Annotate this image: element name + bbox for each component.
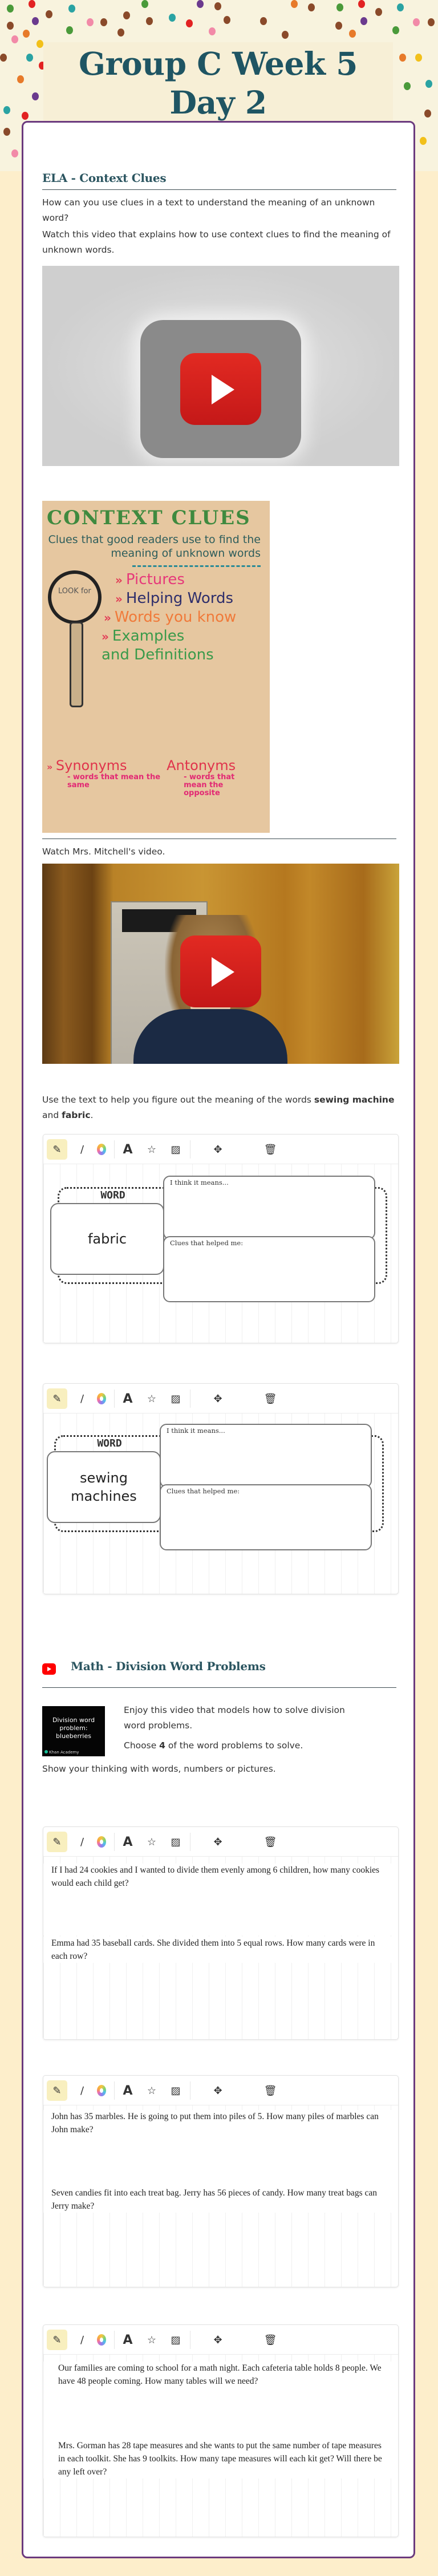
drawing-toolbar: [43, 2325, 398, 2355]
drawing-toolbar: [43, 2076, 398, 2105]
word-label: WORD: [100, 1189, 125, 1201]
word-problem: If I had 24 cookies and I wanted to divide them evenly among 6 children, how many cookies would each child get?: [43, 1864, 398, 1890]
blank-space: [43, 1890, 398, 1935]
move-icon[interactable]: ✥: [213, 1836, 222, 1848]
color-picker-icon[interactable]: [91, 2080, 112, 2101]
mrs-mitchell-video[interactable]: [42, 864, 399, 1064]
trash-icon[interactable]: 🗑: [263, 1392, 277, 1405]
thumbnail-title: Division word problem: blueberries: [52, 1716, 95, 1740]
image-icon[interactable]: ▨: [171, 1143, 181, 1156]
choose-problems-text: Choose 4 of the word problems to solve.: [124, 1740, 303, 1751]
word-problem: Mrs. Gorman has 28 tape measures and she wants to put the same number of tape measures in each toolkit. She has 9 toolkits. How many tape measures will each kit get? Will there be any left over?: [43, 2439, 398, 2478]
video-placeholder-icon: [140, 320, 301, 458]
anchor-chart-item: » Helping Words: [115, 590, 234, 607]
play-icon: [212, 957, 234, 987]
toolbar-separator: [114, 1833, 115, 1851]
brush-icon[interactable]: ∕: [80, 1836, 84, 1848]
pencil-icon[interactable]: ✎: [47, 2330, 67, 2350]
color-picker-icon[interactable]: [91, 1832, 112, 1852]
magnifier-text: LOOK for: [58, 587, 91, 596]
star-icon[interactable]: ☆: [147, 1143, 157, 1156]
math-canvas-2[interactable]: [43, 2075, 399, 2287]
drawing-toolbar: [43, 1135, 398, 1164]
word-problem: John has 35 marbles. He is going to put them into piles of 5. How many piles of marbles can John make?: [43, 2110, 398, 2136]
pencil-icon[interactable]: ✎: [47, 1388, 67, 1409]
image-icon[interactable]: ▨: [171, 2334, 181, 2346]
math-canvas-3[interactable]: [43, 2324, 399, 2537]
word-label: WORD: [97, 1437, 122, 1449]
anchor-chart-subtitle: Clues that good readers use to find the meaning of unknown words: [48, 533, 261, 560]
math-section-heading: Math - Division Word Problems: [71, 1659, 266, 1673]
show-thinking-text: Show your thinking with words, numbers or pictures.: [42, 1764, 276, 1774]
color-picker-icon[interactable]: [91, 1388, 112, 1409]
star-icon[interactable]: ☆: [147, 2084, 157, 2097]
anchor-chart-item: » Words you know: [104, 609, 237, 626]
image-icon[interactable]: ▨: [171, 1836, 181, 1848]
youtube-play-button[interactable]: [180, 935, 261, 1007]
khan-academy-logo: Khan Academy: [44, 1750, 79, 1755]
brush-icon[interactable]: ∕: [80, 2334, 84, 2346]
star-icon[interactable]: ☆: [147, 1836, 157, 1848]
main-content-card: [22, 121, 415, 2558]
word-problem: Emma had 35 baseball cards. She divided them into 5 equal rows. How many cards were in each row?: [43, 1937, 398, 1963]
drawing-toolbar: [43, 1827, 398, 1857]
word-worksheet: [47, 1424, 387, 1560]
context-clues-video[interactable]: [42, 266, 399, 466]
math-canvas-1[interactable]: [43, 1826, 399, 2040]
clues-box: Clues that helped me:: [160, 1484, 372, 1550]
toolbar-separator: [114, 2081, 115, 2100]
text-icon[interactable]: A: [123, 1142, 133, 1157]
ela-video-intro: Watch this video that explains how to use context clues to find the meaning of unknown words.: [42, 229, 391, 255]
text-icon[interactable]: A: [123, 1834, 133, 1849]
canvas-area[interactable]: [43, 1413, 398, 1594]
mitchell-video-text: Watch Mrs. Mitchell's video.: [42, 846, 165, 857]
move-icon[interactable]: ✥: [213, 2334, 222, 2346]
canvas-area[interactable]: [43, 2355, 398, 2537]
color-picker-icon[interactable]: [91, 2330, 112, 2350]
anchor-chart-item: » Pictures: [115, 571, 185, 588]
divider: [42, 1687, 396, 1688]
pencil-icon[interactable]: ✎: [47, 2080, 67, 2101]
star-icon[interactable]: ☆: [147, 2334, 157, 2346]
trash-icon[interactable]: 🗑: [263, 1836, 277, 1848]
toolbar-separator: [114, 1390, 115, 1408]
canvas-area[interactable]: [43, 2105, 398, 2287]
image-icon[interactable]: ▨: [171, 1392, 181, 1405]
math-video-text: Enjoy this video that models how to solve division word problems.: [124, 1705, 345, 1731]
move-icon[interactable]: ✥: [213, 1392, 222, 1405]
trash-icon[interactable]: 🗑: [263, 2334, 277, 2346]
text-icon[interactable]: A: [123, 1391, 133, 1406]
brush-icon[interactable]: ∕: [80, 2084, 84, 2097]
trash-icon[interactable]: 🗑: [263, 1143, 277, 1156]
drawing-canvas-sewing-machines[interactable]: [43, 1383, 399, 1594]
toolbar-separator: [114, 2331, 115, 2349]
word-box: fabric: [50, 1203, 164, 1275]
page-title: Group C Week 5 Day 2: [79, 45, 358, 121]
text-icon[interactable]: A: [123, 2332, 133, 2347]
video-person-body: [133, 1009, 287, 1064]
ela-section-heading: ELA - Context Clues: [42, 171, 167, 185]
synonyms-antonyms: » Synonyms - words that mean the same Antonyms - words that mean the opposite: [47, 758, 236, 797]
youtube-icon: [42, 1663, 56, 1675]
youtube-play-button[interactable]: [180, 353, 261, 425]
word-problem: Our families are coming to school for a math night. Each cafeteria table holds 8 people. We have 48 people coming. How many tables will we need?: [43, 2362, 398, 2388]
drawing-canvas-fabric[interactable]: [43, 1134, 399, 1343]
magnifying-glass-icon: [48, 570, 102, 624]
word-worksheet: [50, 1176, 390, 1311]
move-icon[interactable]: ✥: [213, 2084, 222, 2097]
color-picker-icon[interactable]: [91, 1139, 112, 1160]
title-panel: [43, 42, 393, 121]
pencil-icon[interactable]: ✎: [47, 1139, 67, 1160]
ela-question: How can you use clues in a text to understand the meaning of an unknown word?: [42, 197, 375, 223]
blank-space: [43, 2388, 398, 2439]
brush-icon[interactable]: ∕: [80, 1143, 84, 1156]
trash-icon[interactable]: 🗑: [263, 2084, 277, 2097]
canvas-area[interactable]: [43, 1857, 398, 2039]
play-icon: [212, 375, 234, 404]
think-it-means-box: I think it means...: [160, 1424, 372, 1488]
toolbar-separator: [114, 1140, 115, 1159]
context-clues-anchor-chart-image: [42, 501, 270, 833]
clues-box: Clues that helped me:: [163, 1236, 375, 1302]
star-icon[interactable]: ☆: [147, 1392, 157, 1405]
division-video-thumbnail[interactable]: [42, 1706, 105, 1756]
magnifier-handle: [70, 622, 83, 707]
brush-icon[interactable]: ∕: [80, 1392, 84, 1405]
move-icon[interactable]: ✥: [213, 1143, 222, 1156]
word-box: sewing machines: [47, 1451, 161, 1523]
blank-space: [43, 2136, 398, 2186]
drawing-toolbar: [43, 1384, 398, 1413]
anchor-chart-title: CONTEXT CLUES: [47, 507, 251, 529]
canvas-area[interactable]: [43, 1164, 398, 1343]
divider: [42, 189, 396, 190]
think-it-means-box: I think it means...: [163, 1176, 375, 1240]
anchor-chart-item: » Examples and Definitions: [102, 627, 214, 663]
pencil-icon[interactable]: ✎: [47, 1832, 67, 1852]
wave-underline: [132, 562, 261, 567]
worksheet-instruction: Use the text to help you figure out the meaning of the words sewing machine and fabric.: [42, 1095, 395, 1120]
word-problem: Seven candies fit into each treat bag. Jerry has 56 pieces of candy. How many treat bags can Jerry make?: [43, 2186, 398, 2213]
image-icon[interactable]: ▨: [171, 2084, 181, 2097]
text-icon[interactable]: A: [123, 2083, 133, 2098]
